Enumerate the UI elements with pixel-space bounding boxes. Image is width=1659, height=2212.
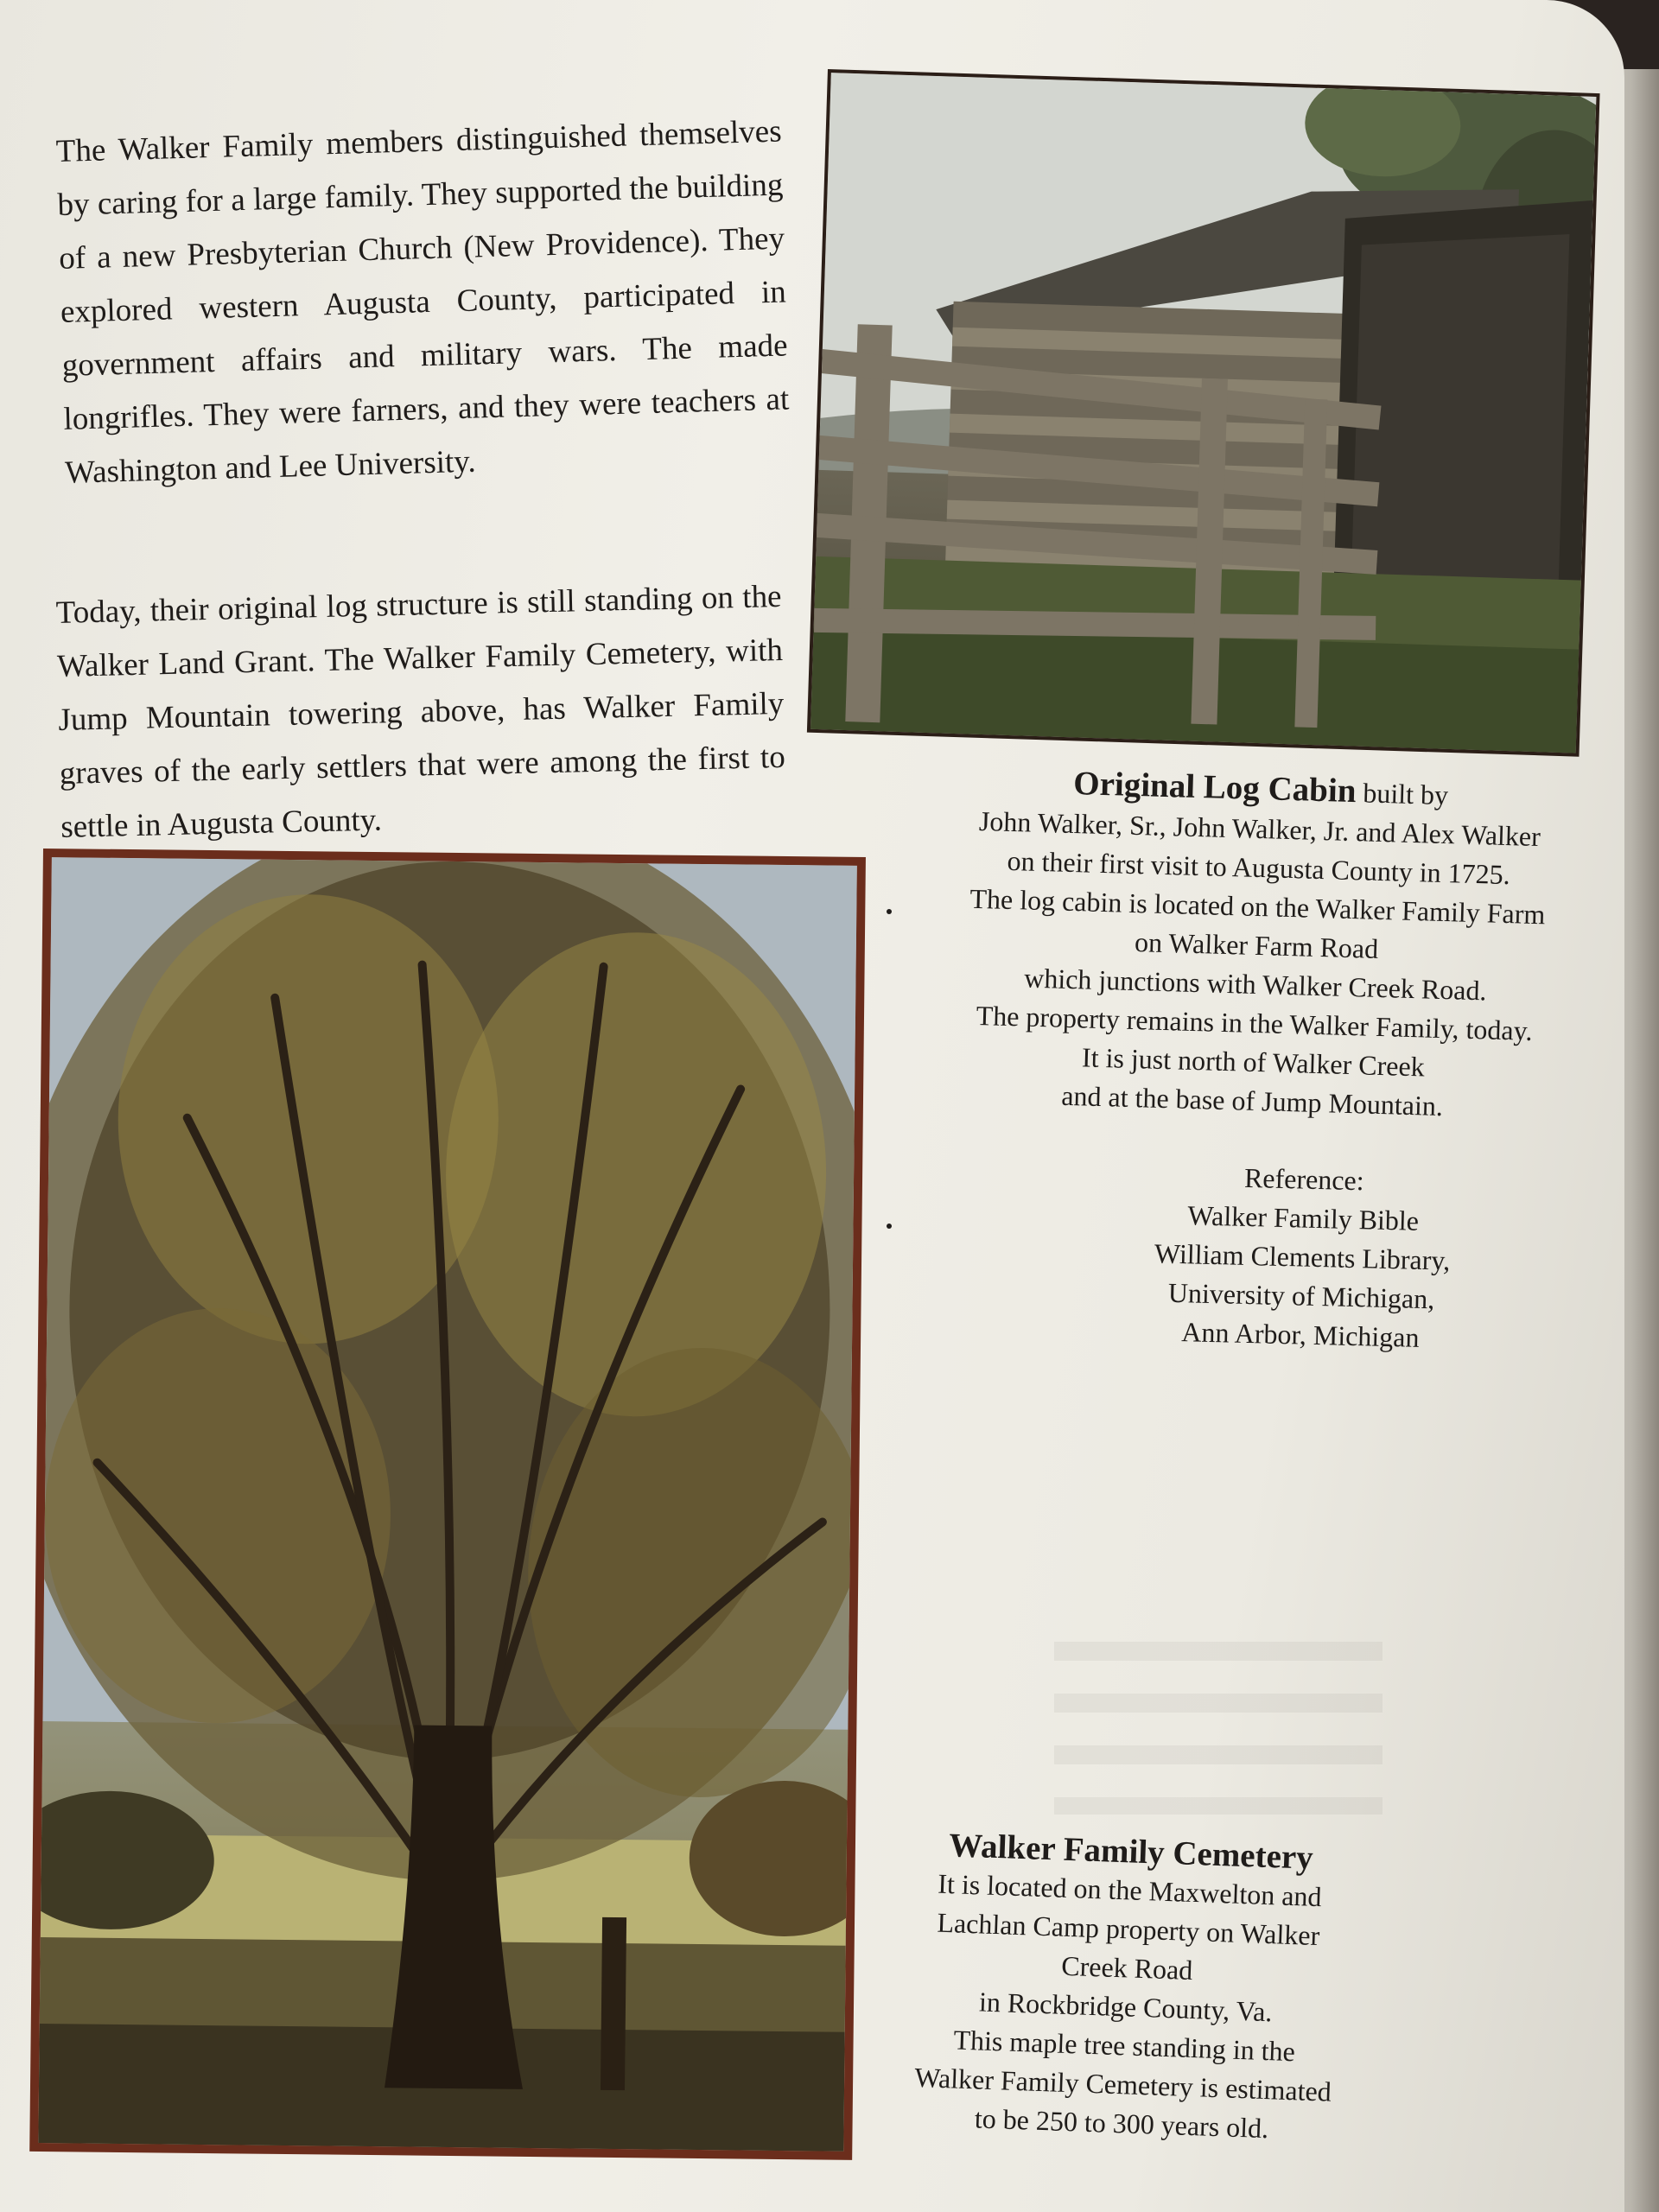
bleed-through-text xyxy=(1054,1642,1382,1815)
caption-line: on their first visit to Augusta County in 1725. xyxy=(1007,844,1511,891)
reference-block xyxy=(1033,1154,1573,1361)
caption-line: on Walker Farm Road xyxy=(1134,926,1379,964)
caption-line: Lachlan Camp property on Walker xyxy=(936,1906,1320,1952)
caption-line: It is located on the Maxwelton and xyxy=(937,1867,1323,1913)
caption-line: The log cabin is located on the Walker Family Farm xyxy=(969,882,1546,931)
reference-line: William Clements Library, xyxy=(1154,1237,1451,1276)
maple-tree-photo xyxy=(29,849,866,2160)
caption-line: It is just north of Walker Creek xyxy=(1081,1041,1426,1083)
stray-dot xyxy=(887,1224,892,1229)
cemetery-caption-title: Walker Family Cemetery xyxy=(948,1827,1314,1877)
caption-line: to be 250 to 300 years old. xyxy=(974,2102,1269,2145)
stray-dot xyxy=(887,909,892,914)
log-cabin-caption xyxy=(941,760,1573,1129)
caption-line: Creek Road xyxy=(1060,1949,1193,1986)
caption-line: The property remains in the Walker Family, today. xyxy=(976,999,1534,1046)
log-cabin-caption-title: Original Log Cabin xyxy=(1072,764,1357,810)
caption-line: in Rockbridge County, Va. xyxy=(978,1986,1274,2028)
caption-line: This maple tree standing in the xyxy=(952,2024,1296,2068)
caption-line: and at the base of Jump Mountain. xyxy=(1060,1079,1444,1122)
cemetery-caption xyxy=(861,1823,1390,2152)
reference-heading: Reference: xyxy=(1243,1161,1365,1197)
intro-paragraph: The Walker Family members distinguished themselves by caring for a large family. They supported the building of a new Presbyterian Church (New Providence). They explored western Augusta County, participated in government affairs and military wars. The made longrifles. They were farners, and they were teachers at Washington and Lee University. xyxy=(55,113,790,491)
log-cabin-photo xyxy=(807,69,1600,757)
reference-line: Walker Family Bible xyxy=(1187,1199,1420,1236)
caption-line: John Walker, Sr., John Walker, Jr. and Alex Walker xyxy=(978,804,1541,853)
reference-line: Ann Arbor, Michigan xyxy=(1181,1316,1420,1353)
reference-line: University of Michigan, xyxy=(1167,1276,1435,1315)
caption-line: Walker Family Cemetery is estimated xyxy=(913,2061,1332,2107)
log-cabin-caption-title-suffix: built by xyxy=(1355,777,1449,811)
log-structure-paragraph: Today, their original log structure is still standing on the Walker Land Grant. The Walker Family Cemetery, with Jump Mountain towering above, has Walker Family graves of the early settlers that were among the first to settle in Augusta County. xyxy=(55,578,786,845)
caption-line: which junctions with Walker Creek Road. xyxy=(1023,962,1487,1007)
